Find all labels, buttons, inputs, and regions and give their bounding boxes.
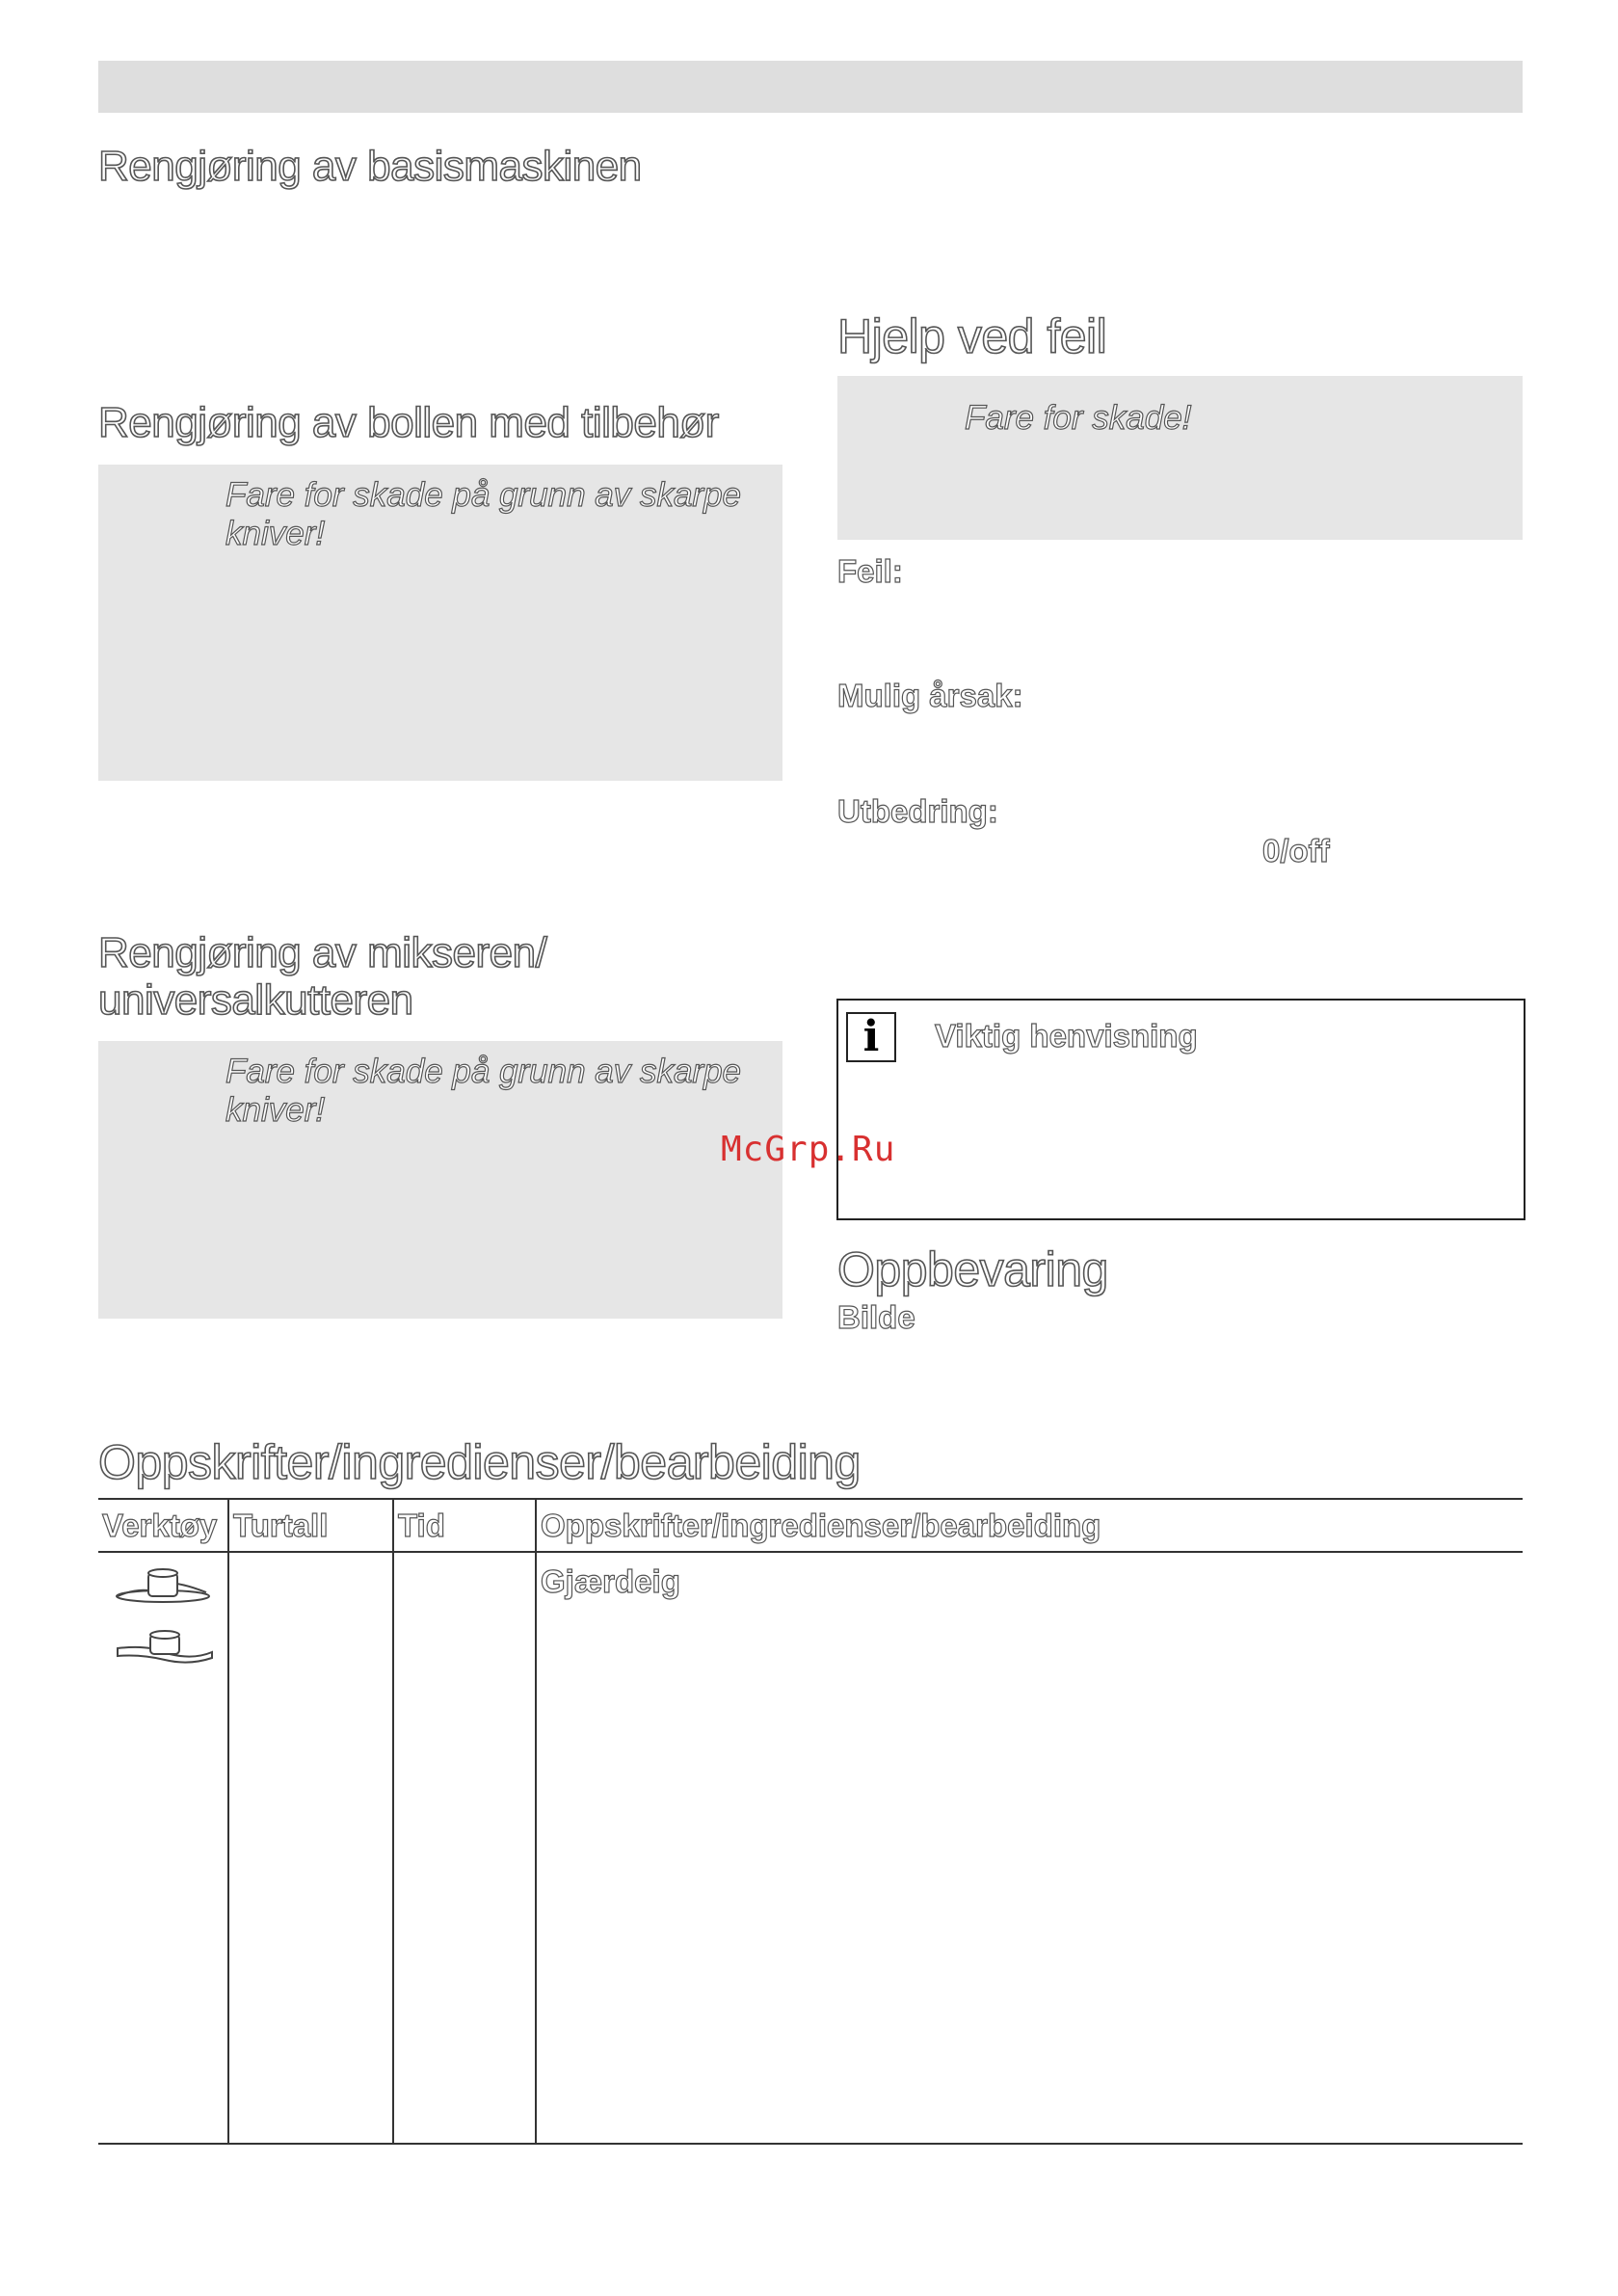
col-divider — [392, 1498, 394, 2144]
feil-label: Feil: — [837, 553, 903, 589]
column-header-turtall: Turtall — [233, 1508, 329, 1543]
table-bottom-rule — [98, 2143, 1523, 2145]
heading-mikseren-line1: Rengjøring av mikseren/ — [98, 929, 547, 976]
heading-oppbevaring: Oppbevaring — [837, 1242, 1108, 1296]
heading-oppskrifter: Oppskrifter/ingredienser/bearbeiding — [98, 1435, 861, 1489]
warning-box-hjelp — [837, 376, 1523, 540]
heading-hjelp-ved-feil: Hjelp ved feil — [837, 309, 1107, 363]
recipe-gjaerdeig: Gjærdeig — [541, 1563, 680, 1599]
table-header-rule — [98, 1551, 1523, 1553]
column-header-verktoy: Verktøy — [102, 1508, 218, 1543]
column-header-tid: Tid — [398, 1508, 445, 1543]
bilde-label: Bilde — [837, 1299, 915, 1335]
warning-text: Fare for skade på grunn av skarpe kniver! — [225, 1053, 742, 1129]
table-row — [110, 1563, 216, 1616]
header-bar — [98, 61, 1523, 113]
col-divider — [535, 1498, 537, 2144]
table-top-rule — [98, 1498, 1523, 1500]
warning-text: Fare for skade på grunn av skarpe kniver! — [225, 476, 742, 552]
col-divider — [227, 1498, 229, 2144]
heading-mikseren-line2: universalkutteren — [98, 976, 413, 1024]
recipe-table — [98, 1498, 1523, 2146]
info-box — [836, 999, 1525, 1220]
column-header-oppskrifter: Oppskrifter/ingredienser/bearbeiding — [541, 1508, 1101, 1543]
kneading-hook-icon — [110, 1563, 216, 1612]
mulig-arsak-label: Mulig årsak: — [837, 678, 1023, 713]
stirring-paddle-icon — [112, 1627, 218, 1675]
switch-off-value: 0/off — [1262, 833, 1330, 868]
utbedring-label: Utbedring: — [837, 793, 998, 829]
warning-box-mikseren — [98, 1041, 782, 1319]
info-icon: i — [846, 1012, 896, 1062]
heading-bollen: Rengjøring av bollen med tilbehør — [98, 399, 719, 446]
warning-box-bollen — [98, 465, 782, 781]
warning-text: Fare for skade! — [965, 399, 1192, 437]
watermark: McGrp.Ru — [721, 1130, 896, 1169]
heading-basismaskinen: Rengjøring av basismaskinen — [98, 143, 642, 190]
info-title: Viktig henvisning — [935, 1018, 1198, 1054]
